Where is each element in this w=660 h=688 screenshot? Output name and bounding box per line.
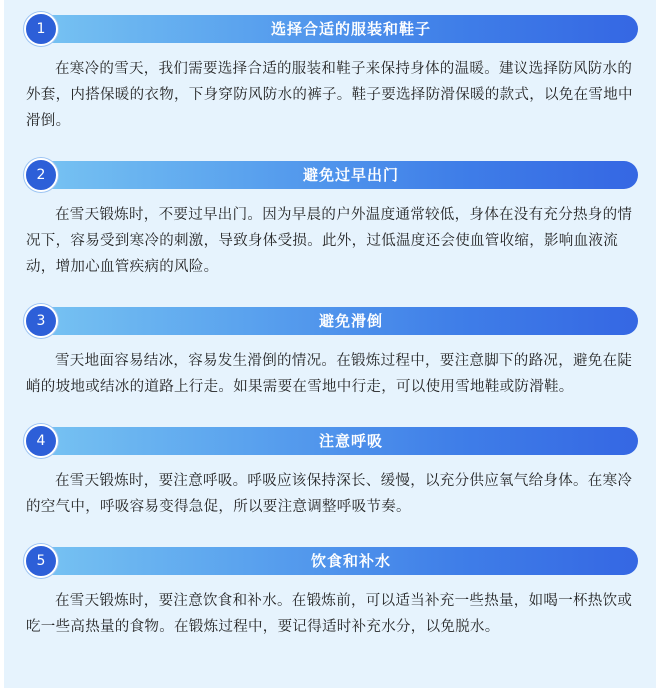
section-spacer xyxy=(4,280,656,304)
section-title: 避免过早出门 xyxy=(302,166,399,184)
section-title: 避免滑倒 xyxy=(318,312,383,330)
section-title: 选择合适的服装和鞋子 xyxy=(270,20,431,38)
section-paragraph: 在寒冷的雪天，我们需要选择合适的服装和鞋子来保持身体的温暖。建议选择防风防水的外套，内搭保暖的衣物，下身穿防风防水的裤子。鞋子要选择防滑保暖的款式，以免在雪地中滑倒。 xyxy=(26,61,633,129)
section-spacer xyxy=(4,134,656,158)
section-title: 注意呼吸 xyxy=(318,432,383,450)
section-4 xyxy=(4,424,656,520)
section-number-badge: 1 xyxy=(24,12,58,46)
section-3 xyxy=(4,304,656,400)
section-paragraph: 在雪天锻炼时，不要过早出门。因为早晨的户外温度通常较低，身体在没有充分热身的情况下，容易受到寒冷的刺激，导致身体受损。此外，过低温度还会使血管收缩，影响血液流动，增加心血管疾病的风险。 xyxy=(26,207,633,275)
section-number-badge: 5 xyxy=(24,544,58,578)
section-2 xyxy=(4,158,656,280)
section-banner xyxy=(24,12,638,46)
section-5 xyxy=(4,544,656,640)
section-paragraph: 在雪天锻炼时，要注意饮食和补水。在锻炼前，可以适当补充一些热量，如喝一杯热饮或吃一些高热量的食物。在锻炼过程中，要记得适时补充水分，以免脱水。 xyxy=(26,593,633,635)
section-number-badge: 4 xyxy=(24,424,58,458)
section-banner xyxy=(24,424,638,458)
section-number-badge: 3 xyxy=(24,304,58,338)
section-paragraph: 雪天地面容易结冰，容易发生滑倒的情况。在锻炼过程中，要注意脚下的路况，避免在陡峭的坡地或结冰的道路上行走。如果需要在雪地中行走，可以使用雪地鞋或防滑鞋。 xyxy=(26,353,633,395)
section-spacer xyxy=(4,520,656,544)
section-banner xyxy=(24,158,638,192)
section-number-badge: 2 xyxy=(24,158,58,192)
section-banner xyxy=(24,544,638,578)
section-banner xyxy=(24,304,638,338)
section-paragraph: 在雪天锻炼时，要注意呼吸。呼吸应该保持深长、缓慢，以充分供应氧气给身体。在寒冷的空气中，呼吸容易变得急促，所以要注意调整呼吸节奏。 xyxy=(26,473,633,515)
section-1 xyxy=(4,12,656,134)
section-spacer xyxy=(4,400,656,424)
section-title: 饮食和补水 xyxy=(310,552,391,570)
article-page xyxy=(4,0,656,688)
